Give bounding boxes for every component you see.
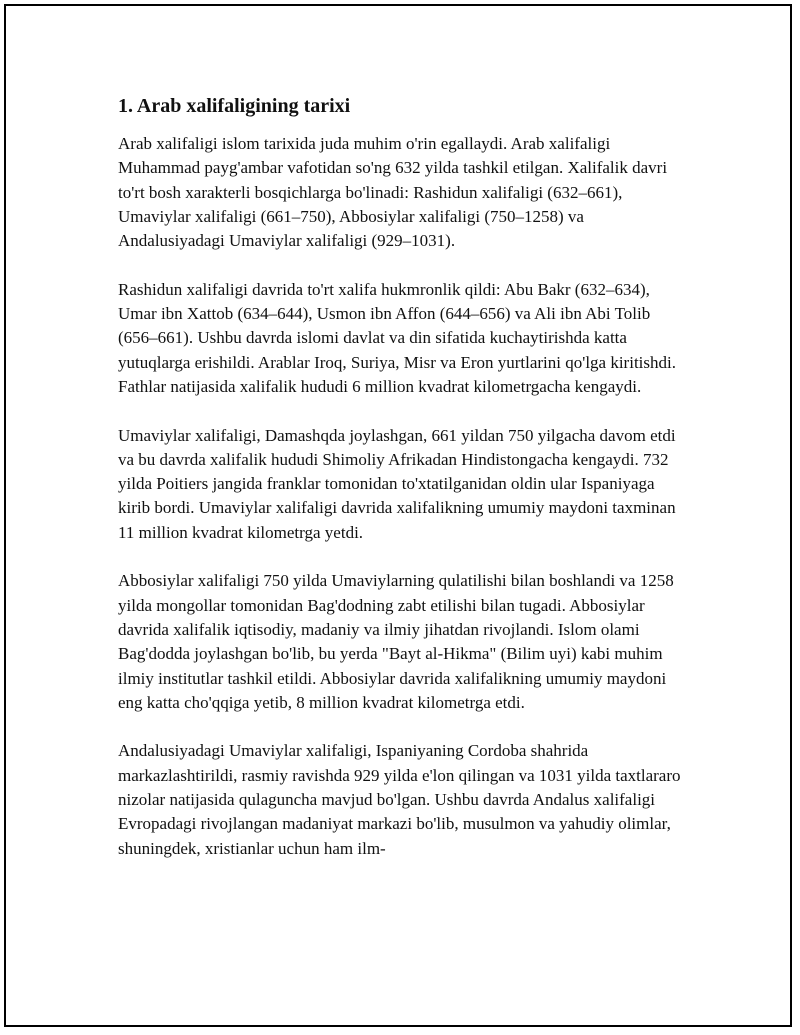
paragraph-umayyad: Umaviylar xalifaligi, Damashqda joylashgan, 661 yildan 750 yilgacha davom etdi va bu davrda xalifalik hududi Shimoliy Afrikadan Hindistongacha kengaydi. 732 yilda Poitiers jangida franklar tomonidan to'xtatilganidan oldin ular Ispaniyaga kirib bordi. Umaviylar xalifaligi davrida xalifalikning umumiy maydoni taxminan 11 million kvadrat kilometrga yetdi. xyxy=(118,425,676,542)
paragraph-rashidun: Rashidun xalifaligi davrida to'rt xalifa hukmronlik qildi: Abu Bakr (632–634), Umar ibn Xattob (634–644), Usmon ibn Affon (644–656) va Ali ibn Abi Tolib (656–661). Ushbu davrda islomi davlat va din sifatida kuchaytirishda katta yutuqlarga erishildi. Arablar Iroq, Suriya, Misr va Eron yurtlarini qo'lga kiritishdi. Fathlar natijasida xalifalik hududi 6 million kvadrat kilometrgacha kengaydi. xyxy=(118,279,676,396)
paragraph-abbasid: Abbosiylar xalifaligi 750 yilda Umaviylarning qulatilishi bilan boshlandi va 1258 yilda mongollar tomonidan Bag'dodning zabt etilishi bilan tugadi. Abbosiylar davrida xalifalik iqtisodiy, madaniy va ilmiy jihatdan rivojlandi. Islom olami Bag'dodda joylashgan bo'lib, bu yerda "Bayt al-Hikma" (Bilim uyi) kabi muhim ilmiy institutlar tashkil etildi. Abbosiylar davrida xalifalikning umumiy maydoni eng katta cho'qqiga yetib, 8 million kvadrat kilometrga etdi. xyxy=(118,571,674,712)
section-heading: 1. Arab xalifaligining tarixi xyxy=(118,95,351,117)
paragraph-intro: Arab xalifaligi islom tarixida juda muhim o'rin egallaydi. Arab xalifaligi Muhammad payg'ambar vafotidan so'ng 632 yilda tashkil etilgan. Xalifalik davri to'rt bosh xarakterli bosqichlarga bo'linadi: Rashidun xalifaligi (632–661), Umaviylar xalifaligi (661–750), Abbosiylar xalifaligi (750–1258) va Andalusiyadagi Umaviylar xalifaligi (929–1031). xyxy=(118,134,668,251)
paragraph-andalusian: Andalusiyadagi Umaviylar xalifaligi, Ispaniyaning Cordoba shahrida markazlashtirildi, rasmiy ravishda 929 yilda e'lon qilingan va 1031 yilda taxtlararo nizolar natijasida qulaguncha mavjud bo'lgan. Ushbu davrda Andalus xalifaligi Evropadagi rivojlangan madaniyat markazi bo'lib, musulmon va yahudiy olimlar, shuningdek, xristianlar uchun ham ilm- xyxy=(118,741,681,858)
document-body xyxy=(118,92,684,885)
